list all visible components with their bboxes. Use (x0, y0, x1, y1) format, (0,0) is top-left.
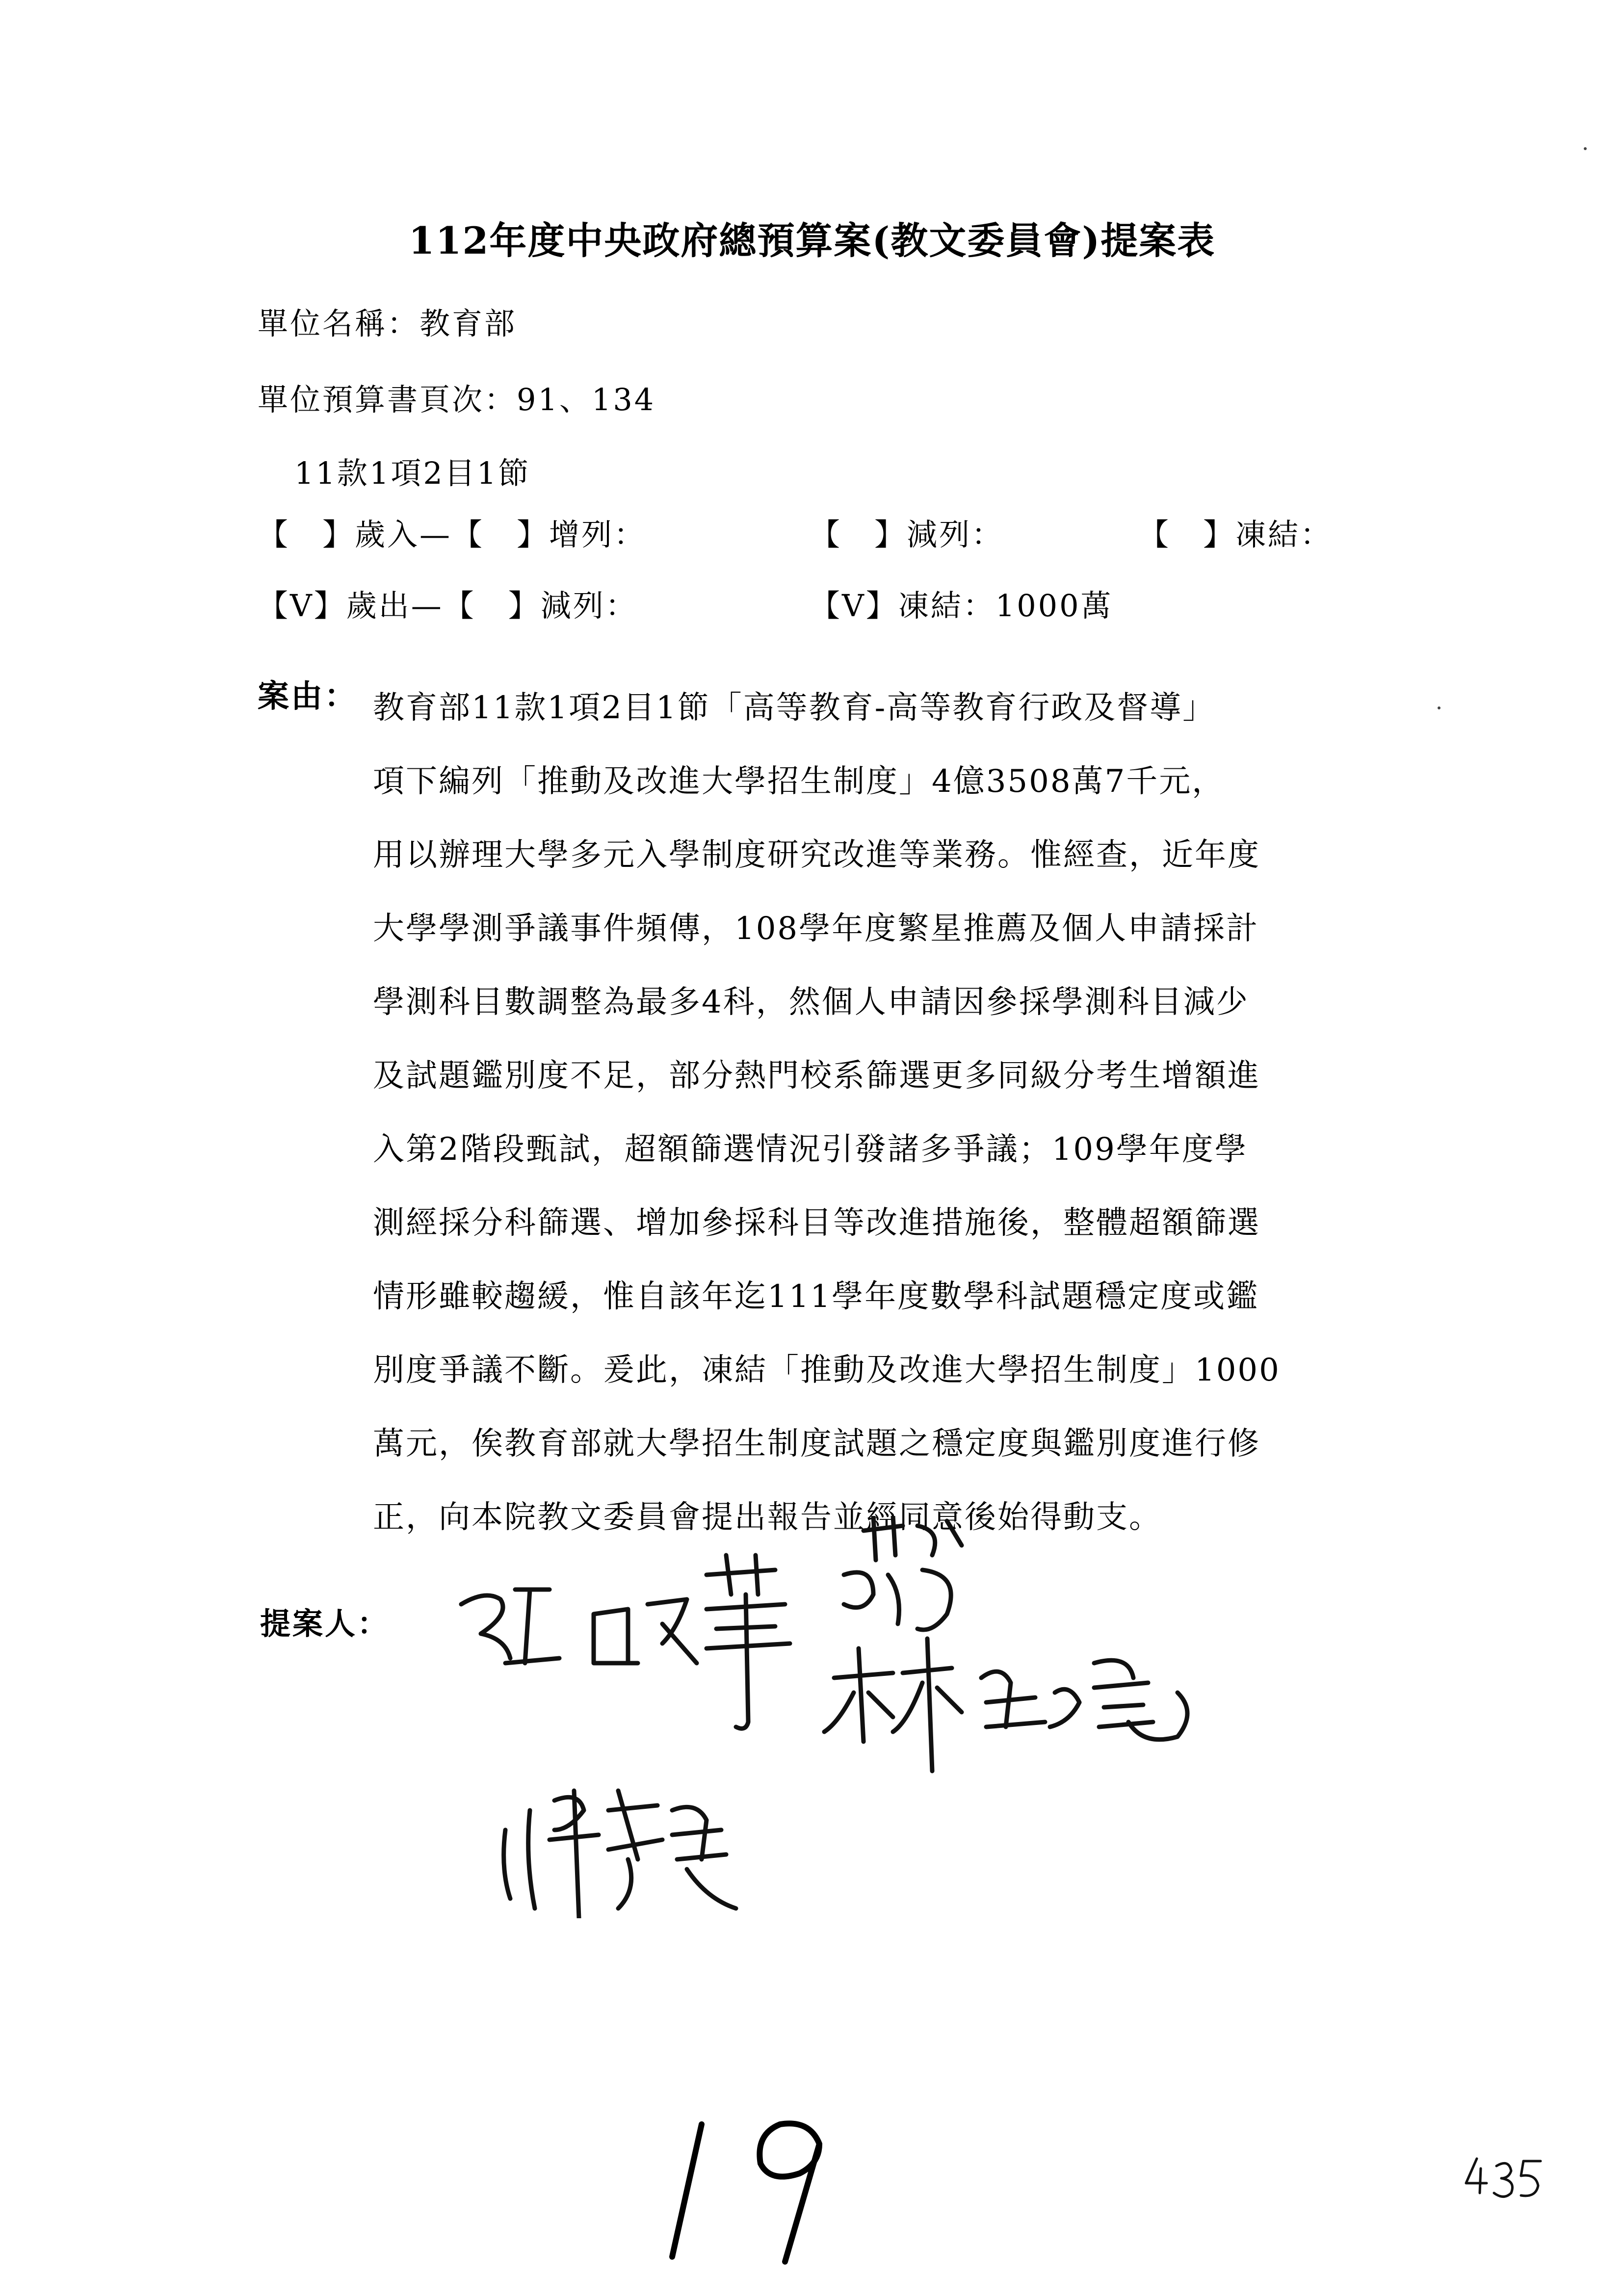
reason-line: 測經採分科篩選、增加參採科目等改進措施後，整體超額篩選 (373, 1205, 1260, 1241)
page-title: 112年度中央政府總預算案(教文委員會)提案表 (408, 219, 1216, 262)
reason-line: 及試題鑑別度不足，部分熱門校系篩選更多同級分考生增額進 (373, 1058, 1260, 1094)
option-revenue-freeze: 【 】凍結： (1138, 517, 1333, 552)
reason-line: 情形雖較趨緩，惟自該年迄111學年度數學科試題穩定度或鑑 (373, 1278, 1259, 1315)
scan-speck (1438, 706, 1441, 709)
reason-line: 大學學測爭議事件頻傳，108學年度繁星推薦及個人申請採計 (373, 911, 1259, 947)
reason-line: 教育部11款1項2目1節「高等教育-高等教育行政及督導」 (373, 690, 1216, 726)
option-expenditure-freeze: 【V】凍結：1000萬 (810, 588, 1113, 624)
reason-line: 別度爭議不斷。爰此，凍結「推動及改進大學招生制度」1000 (373, 1352, 1281, 1388)
reason-line: 正，向本院教文委員會提出報告並經同意後始得動支。 (373, 1499, 1162, 1536)
reason-line: 項下編列「推動及改進大學招生制度」4億3508萬7千元， (373, 763, 1225, 800)
option-expenditure-decrease: 【V】歲出—【 】減列： (258, 588, 638, 624)
scan-speck (1584, 147, 1587, 150)
budget-section: 11款1項2目1節 (294, 455, 531, 491)
option-revenue-increase: 【 】歲入—【 】增列： (258, 517, 647, 552)
corner-page-number (1462, 2154, 1545, 2203)
reason-body (373, 671, 1413, 1554)
reason-line: 學測科目數調整為最多4科，然個人申請因參採學測科目減少 (373, 984, 1249, 1020)
budget-pages: 單位預算書頁次：91、134 (258, 382, 656, 417)
unit-name: 單位名稱：教育部 (258, 306, 517, 341)
handwritten-signatures (432, 1516, 1315, 1918)
reason-label: 案由： (258, 678, 358, 715)
reason-line: 用以辦理大學多元入學制度研究改進等業務。惟經查，近年度 (373, 837, 1260, 873)
proposer-label: 提案人： (260, 1606, 390, 1642)
option-revenue-decrease: 【 】減列： (810, 517, 1004, 552)
handwritten-page-number (662, 2110, 849, 2271)
reason-line: 萬元，俟教育部就大學招生制度試題之穩定度與鑑別度進行修 (373, 1426, 1260, 1462)
reason-line: 入第2階段甄試，超額篩選情況引發諸多爭議；109學年度學 (373, 1131, 1248, 1168)
